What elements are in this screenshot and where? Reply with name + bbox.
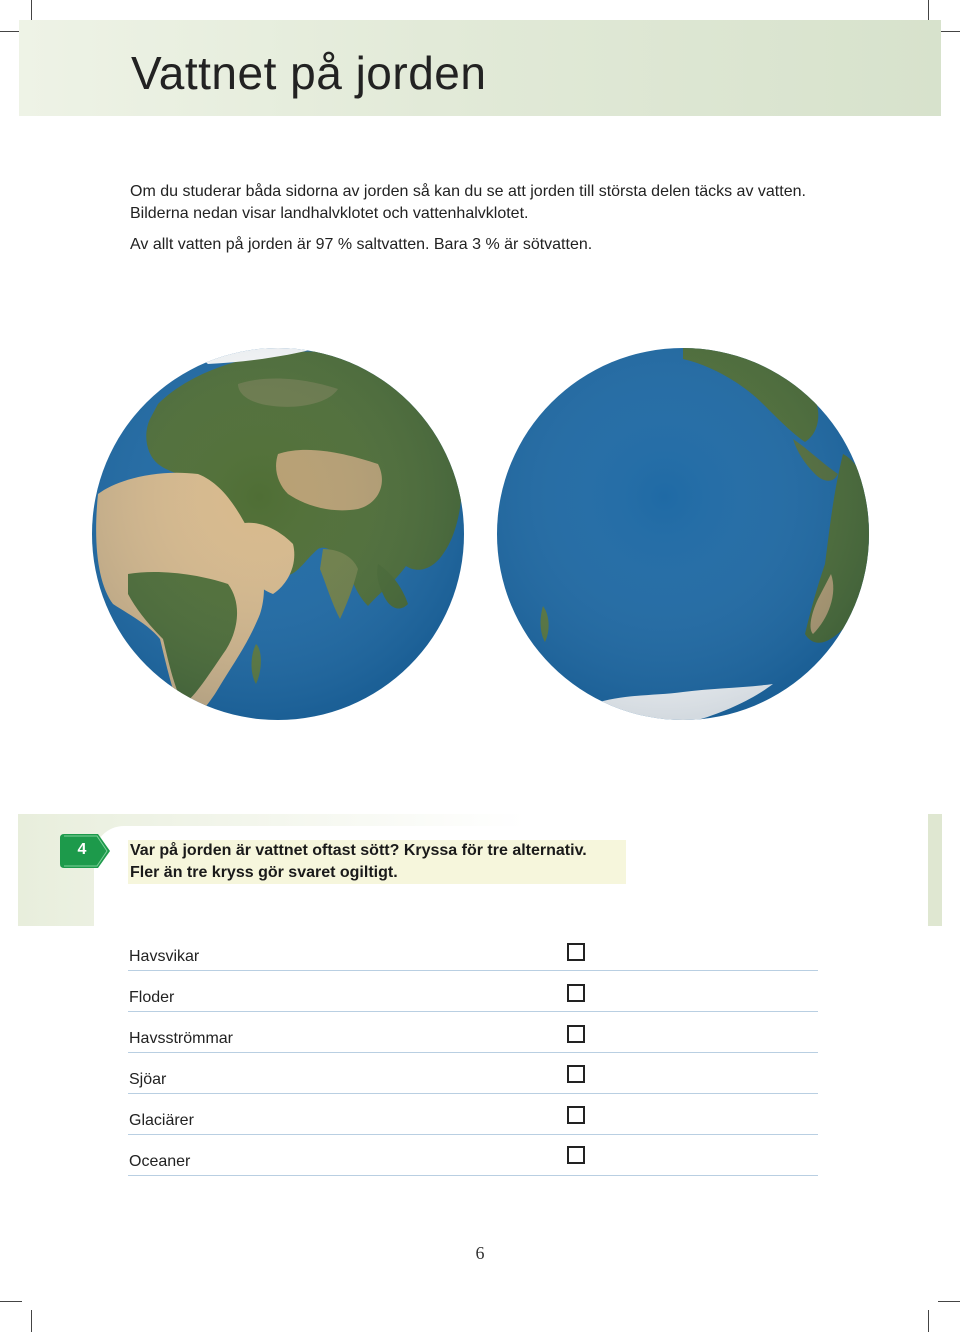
page-number: 6 bbox=[475, 1243, 485, 1263]
option-label: Glaciärer bbox=[129, 1112, 194, 1129]
crop-mark bbox=[928, 1310, 929, 1332]
option-label: Sjöar bbox=[129, 1071, 167, 1088]
option-label: Havsströmmar bbox=[129, 1030, 234, 1047]
question-band-edge bbox=[928, 814, 942, 926]
land-hemisphere-globe bbox=[88, 344, 468, 724]
question-line-1: Var på jorden är vattnet oftast sött? Kryssa för tre alternativ. bbox=[130, 842, 587, 859]
crop-mark bbox=[31, 0, 32, 22]
option-row bbox=[128, 930, 818, 971]
crop-mark bbox=[928, 0, 929, 22]
question-number: 4 bbox=[77, 841, 87, 858]
question-text bbox=[128, 840, 626, 884]
option-checkbox[interactable] bbox=[567, 1106, 585, 1124]
option-label: Havsvikar bbox=[129, 948, 200, 965]
water-hemisphere-globe bbox=[493, 344, 873, 724]
crop-mark bbox=[0, 1301, 22, 1302]
option-row bbox=[128, 971, 818, 1012]
option-label: Floder bbox=[129, 989, 175, 1006]
option-checkbox[interactable] bbox=[567, 943, 585, 961]
intro-paragraph-1: Om du studerar båda sidorna av jorden så kan du se att jorden till största delen täcks av vatten. Bilderna nedan visar landhalvklotet och vattenhalvklotet. bbox=[130, 183, 806, 222]
crop-mark bbox=[938, 1301, 960, 1302]
option-checkbox[interactable] bbox=[567, 1025, 585, 1043]
question-line-2: Fler än tre kryss gör svaret ogiltigt. bbox=[130, 864, 398, 881]
option-row bbox=[128, 1094, 818, 1135]
option-row bbox=[128, 1012, 818, 1053]
option-checkbox[interactable] bbox=[567, 1065, 585, 1083]
crop-mark bbox=[31, 1310, 32, 1332]
option-label: Oceaner bbox=[129, 1153, 191, 1170]
intro-text bbox=[130, 181, 830, 256]
page-title: Vattnet på jorden bbox=[131, 47, 487, 99]
option-row bbox=[128, 1053, 818, 1094]
intro-paragraph-2: Av allt vatten på jorden är 97 % saltvatten. Bara 3 % är sötvatten. bbox=[130, 236, 593, 253]
option-checkbox[interactable] bbox=[567, 1146, 585, 1164]
option-row bbox=[128, 1135, 818, 1176]
crop-mark bbox=[938, 31, 960, 32]
option-checkbox[interactable] bbox=[567, 984, 585, 1002]
